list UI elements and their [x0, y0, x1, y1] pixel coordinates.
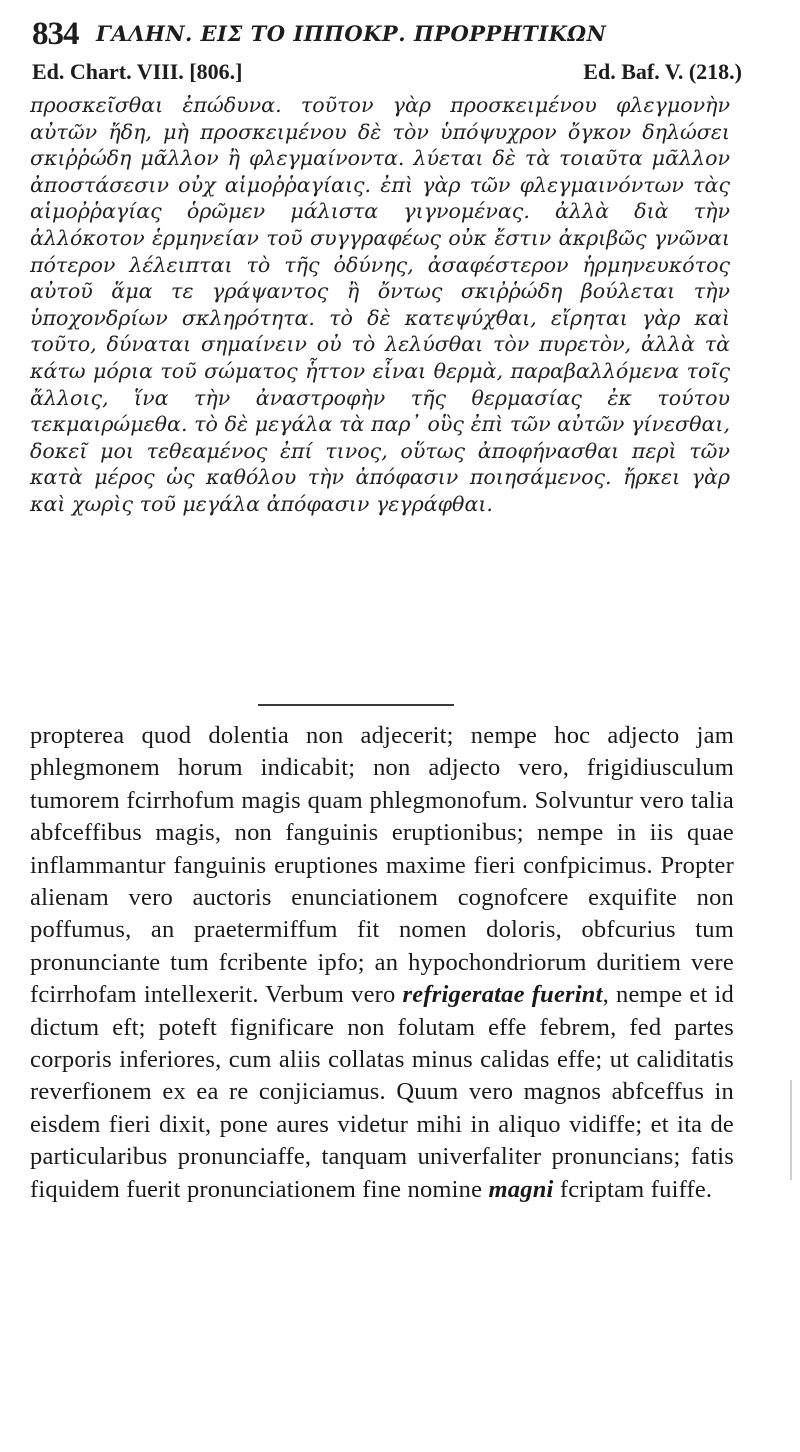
edition-reference-chartier: Ed. Chart. VIII. [806.] [32, 59, 243, 84]
section-divider [258, 704, 454, 706]
latin-text-part-2: , nempe et id dictum eft; poteft fignificare non folutam effe febrem, fed partes corporis inferiores, cum aliis collatas minus calidas effe; ut caliditatis reverfionem ex ea re conjiciamus. Quum vero magnos abfceffus in eisdem fieri dixit, pone aures videtur mihi in aliquo vidiffe; et ita de particularibus pronunciaffe, tanquam univerfaliter pronuncians; fatis fiquidem fuerit pronunciationem fine nomine [30, 981, 734, 1203]
edition-reference-basel: Ed. Baf. V. (218.) [583, 59, 742, 84]
latin-translation-text [30, 720, 734, 1206]
running-title: ΓΑΛΗΝ. ΕΙΣ ΤΟ ΙΠΠΟΚΡ. ΠΡΟΡΡΗΤΙΚΩΝ [96, 21, 607, 46]
latin-text-part-3: fcriptam fuiffe. [553, 1175, 713, 1203]
latin-italic-term-refrigeratae: refrigeratae fuerint [402, 981, 603, 1009]
latin-text-part-1: propterea quod dolentia non adjecerit; nempe hoc adjecto jam phlegmonem horum indicabit; non adjecto vero, frigidiusculum tumorem fcirrhofum magis quam phlegmonofum. Solvuntur vero talia abfceffibus magis, non fanguinis eruptionibus; nempe in iis quae inflammantur fanguinis eruptiones maxime fieri confpicimus. Propter alienam vero auctoris enunciationem cognofcere exquifite non poffumus, an praetermiffum fit nomen doloris, obfcurius tum pronunciante tum fcribente ipfo; an hypochondriorum duritiem vere fcirrhofam intellexerit. Verbum vero [30, 722, 734, 1009]
edition-reference-line [32, 58, 742, 88]
running-head [32, 16, 732, 56]
latin-italic-term-magni: magni [488, 1175, 554, 1203]
page-edge-shadow [790, 1080, 792, 1180]
greek-commentary-text: προσκεῖσθαι ἐπώδυνα. τοῦτον γὰρ προσκειμένου φλεγμονὴν αὐτῶν ἤδη, μὴ προσκειμένου δὲ τὸν ὑπόψυχρον ὄγκον δηλώσει σκιῤῥώδη μᾶλλον ἢ φλεγμαίνοντα. λύεται δὲ τὰ τοιαῦτα μᾶλλον ἀποστάσεσιν οὐχ αἱμοῤῥαγίαις. ἐπὶ γὰρ τῶν φλεγμαινόντων τὰς αἱμοῤῥαγίας ὁρῶμεν μάλιστα γιγνομένας. ἀλλὰ διὰ τὴν ἀλλόκοτον ἑρμηνείαν τοῦ συγγραφέως οὐκ ἔστιν ἀκριβῶς γνῶναι πότερον λέλειπται τὸ τῆς ὀδύνης, ἀσαφέστερον ἡρμηνευκότος αὐτοῦ ἅμα τε γράψαντος ἢ ὄντως σκιῤῥώδη βούλεται τὴν ὑποχονδρίων σκληρότητα. τὸ δὲ κατεψύχθαι, εἴρηται γὰρ καὶ τοῦτο, δύναται σημαίνειν οὐ τὸ λελύσθαι τὸν πυρετὸν, ἀλλὰ τὰ κάτω μόρια τοῦ σώματος ἧττον εἶναι θερμὰ, παραβαλλόμενα τοῖς ἄλλοις, ἵνα τὴν ἀναστροφὴν τῆς θερμασίας ἐκ τούτου τεκμαιρώμεθα. τὸ δὲ μεγάλα τὰ παρ᾿ οὓς ἐπὶ τῶν αὐτῶν γίνεσθαι, δοκεῖ μοι τεθεαμένος ἐπί τινος, οὕτως ἀποφήνασθαι περὶ τῶν κατὰ μέρος ὡς καθόλου τὴν ἀπόφασιν ποιησάμενος. ἤρκει γὰρ καὶ χωρὶς τοῦ μεγάλα ἀπόφασιν γεγράφθαι. [30, 93, 730, 516]
page-number: 834 [32, 16, 79, 52]
